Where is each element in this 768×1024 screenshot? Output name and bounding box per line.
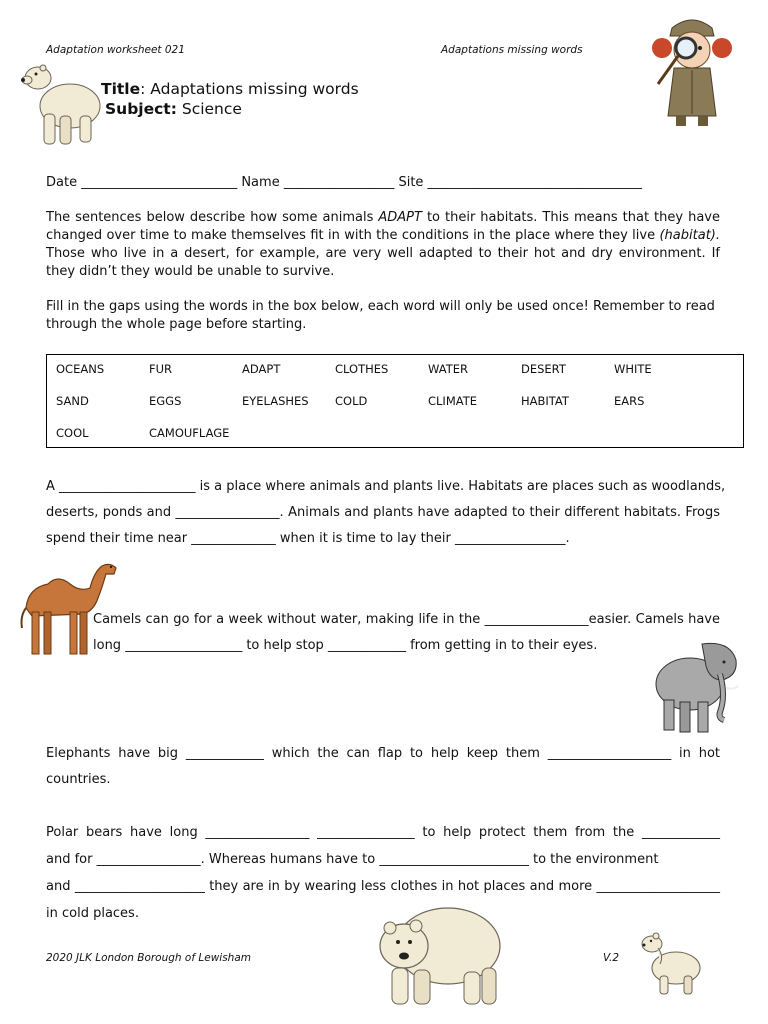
word-item: EYELASHES xyxy=(242,394,309,408)
polar-line-3: and ____________________ they are in by wearing less clothes in hot places and more ___________________ xyxy=(46,879,720,894)
word-item: EGGS xyxy=(149,394,182,408)
word-item: CAMOUFLAGE xyxy=(149,426,230,440)
instructions-paragraph: Fill in the gaps using the words in the box below, each word will only be used once! Remember to read through the whole page before starting. xyxy=(46,299,715,332)
elephant-line-1: Elephants have big ____________ which the can flap to help keep them ___________________ in hot xyxy=(46,746,720,761)
title-label: Title xyxy=(101,80,141,98)
intro-habitat: (habitat). xyxy=(659,228,720,243)
polar-bear-icon xyxy=(14,56,106,148)
word-item: OCEANS xyxy=(56,362,105,376)
habitat-line-3: spend their time near _____________ when it is time to lay their _________________. xyxy=(46,531,570,546)
elephant-line-2: countries. xyxy=(46,772,111,787)
word-box xyxy=(46,354,744,448)
subject-label: Subject: xyxy=(105,100,177,118)
word-item: ADAPT xyxy=(242,362,281,376)
intro-text-c: Those who live in a desert, for example, are very well adapted to their hot and dry environment. If they didn’t they would be unable to survive. xyxy=(46,246,720,279)
word-item: EARS xyxy=(614,394,645,408)
polar-bear-front-icon xyxy=(372,898,504,1010)
intro-adapt: ADAPT xyxy=(378,210,422,225)
polar-bear-cub-icon xyxy=(638,928,706,996)
word-item: SAND xyxy=(56,394,89,408)
subject-value: Science xyxy=(176,100,242,118)
header-right: Adaptations missing words xyxy=(441,44,583,56)
word-item: COOL xyxy=(56,426,89,440)
word-item: COLD xyxy=(335,394,368,408)
intro-text-a: The sentences below describe how some animals xyxy=(46,210,379,225)
header-left: Adaptation worksheet 021 xyxy=(46,44,185,56)
detective-icon xyxy=(650,12,734,130)
word-item: FUR xyxy=(149,362,173,376)
intro-paragraph xyxy=(46,209,720,281)
polar-line-2: and for ________________. Whereas humans have to _______________________ to the environment xyxy=(46,852,659,867)
polar-line-4: in cold places. xyxy=(46,906,139,921)
page-title xyxy=(101,80,359,98)
date-name-site-line: Date ________________________ Name _________________ Site _________________________________ xyxy=(46,175,643,190)
word-item: CLIMATE xyxy=(428,394,478,408)
intro-text-b: to their habitats. This means that they have changed over time to make themselves fit in with the conditions in the place where they live xyxy=(46,210,720,243)
camel-line-2: long __________________ to help stop ____________ from getting in to their eyes. xyxy=(93,638,598,653)
word-item: WHITE xyxy=(614,362,652,376)
word-item: HABITAT xyxy=(521,394,569,408)
word-item: CLOTHES xyxy=(335,362,389,376)
habitat-line-1: A _____________________ is a place where animals and plants live. Habitats are places such as woodlands, xyxy=(46,479,726,494)
habitat-line-2: deserts, ponds and ________________. Animals and plants have adapted to their different habitats. Frogs xyxy=(46,505,720,520)
footer-right: V.2 xyxy=(603,952,619,964)
subject-line xyxy=(105,100,242,118)
word-item: DESERT xyxy=(521,362,566,376)
polar-line-1: Polar bears have long ________________ _______________ to help protect them from the ____________ xyxy=(46,825,720,840)
title-value: : Adaptations missing words xyxy=(140,80,359,98)
footer-left: 2020 JLK London Borough of Lewisham xyxy=(46,952,251,964)
word-item: WATER xyxy=(428,362,468,376)
elephant-icon xyxy=(650,636,744,736)
camel-line-1: Camels can go for a week without water, making life in the ________________easier. Camels have xyxy=(93,612,720,627)
